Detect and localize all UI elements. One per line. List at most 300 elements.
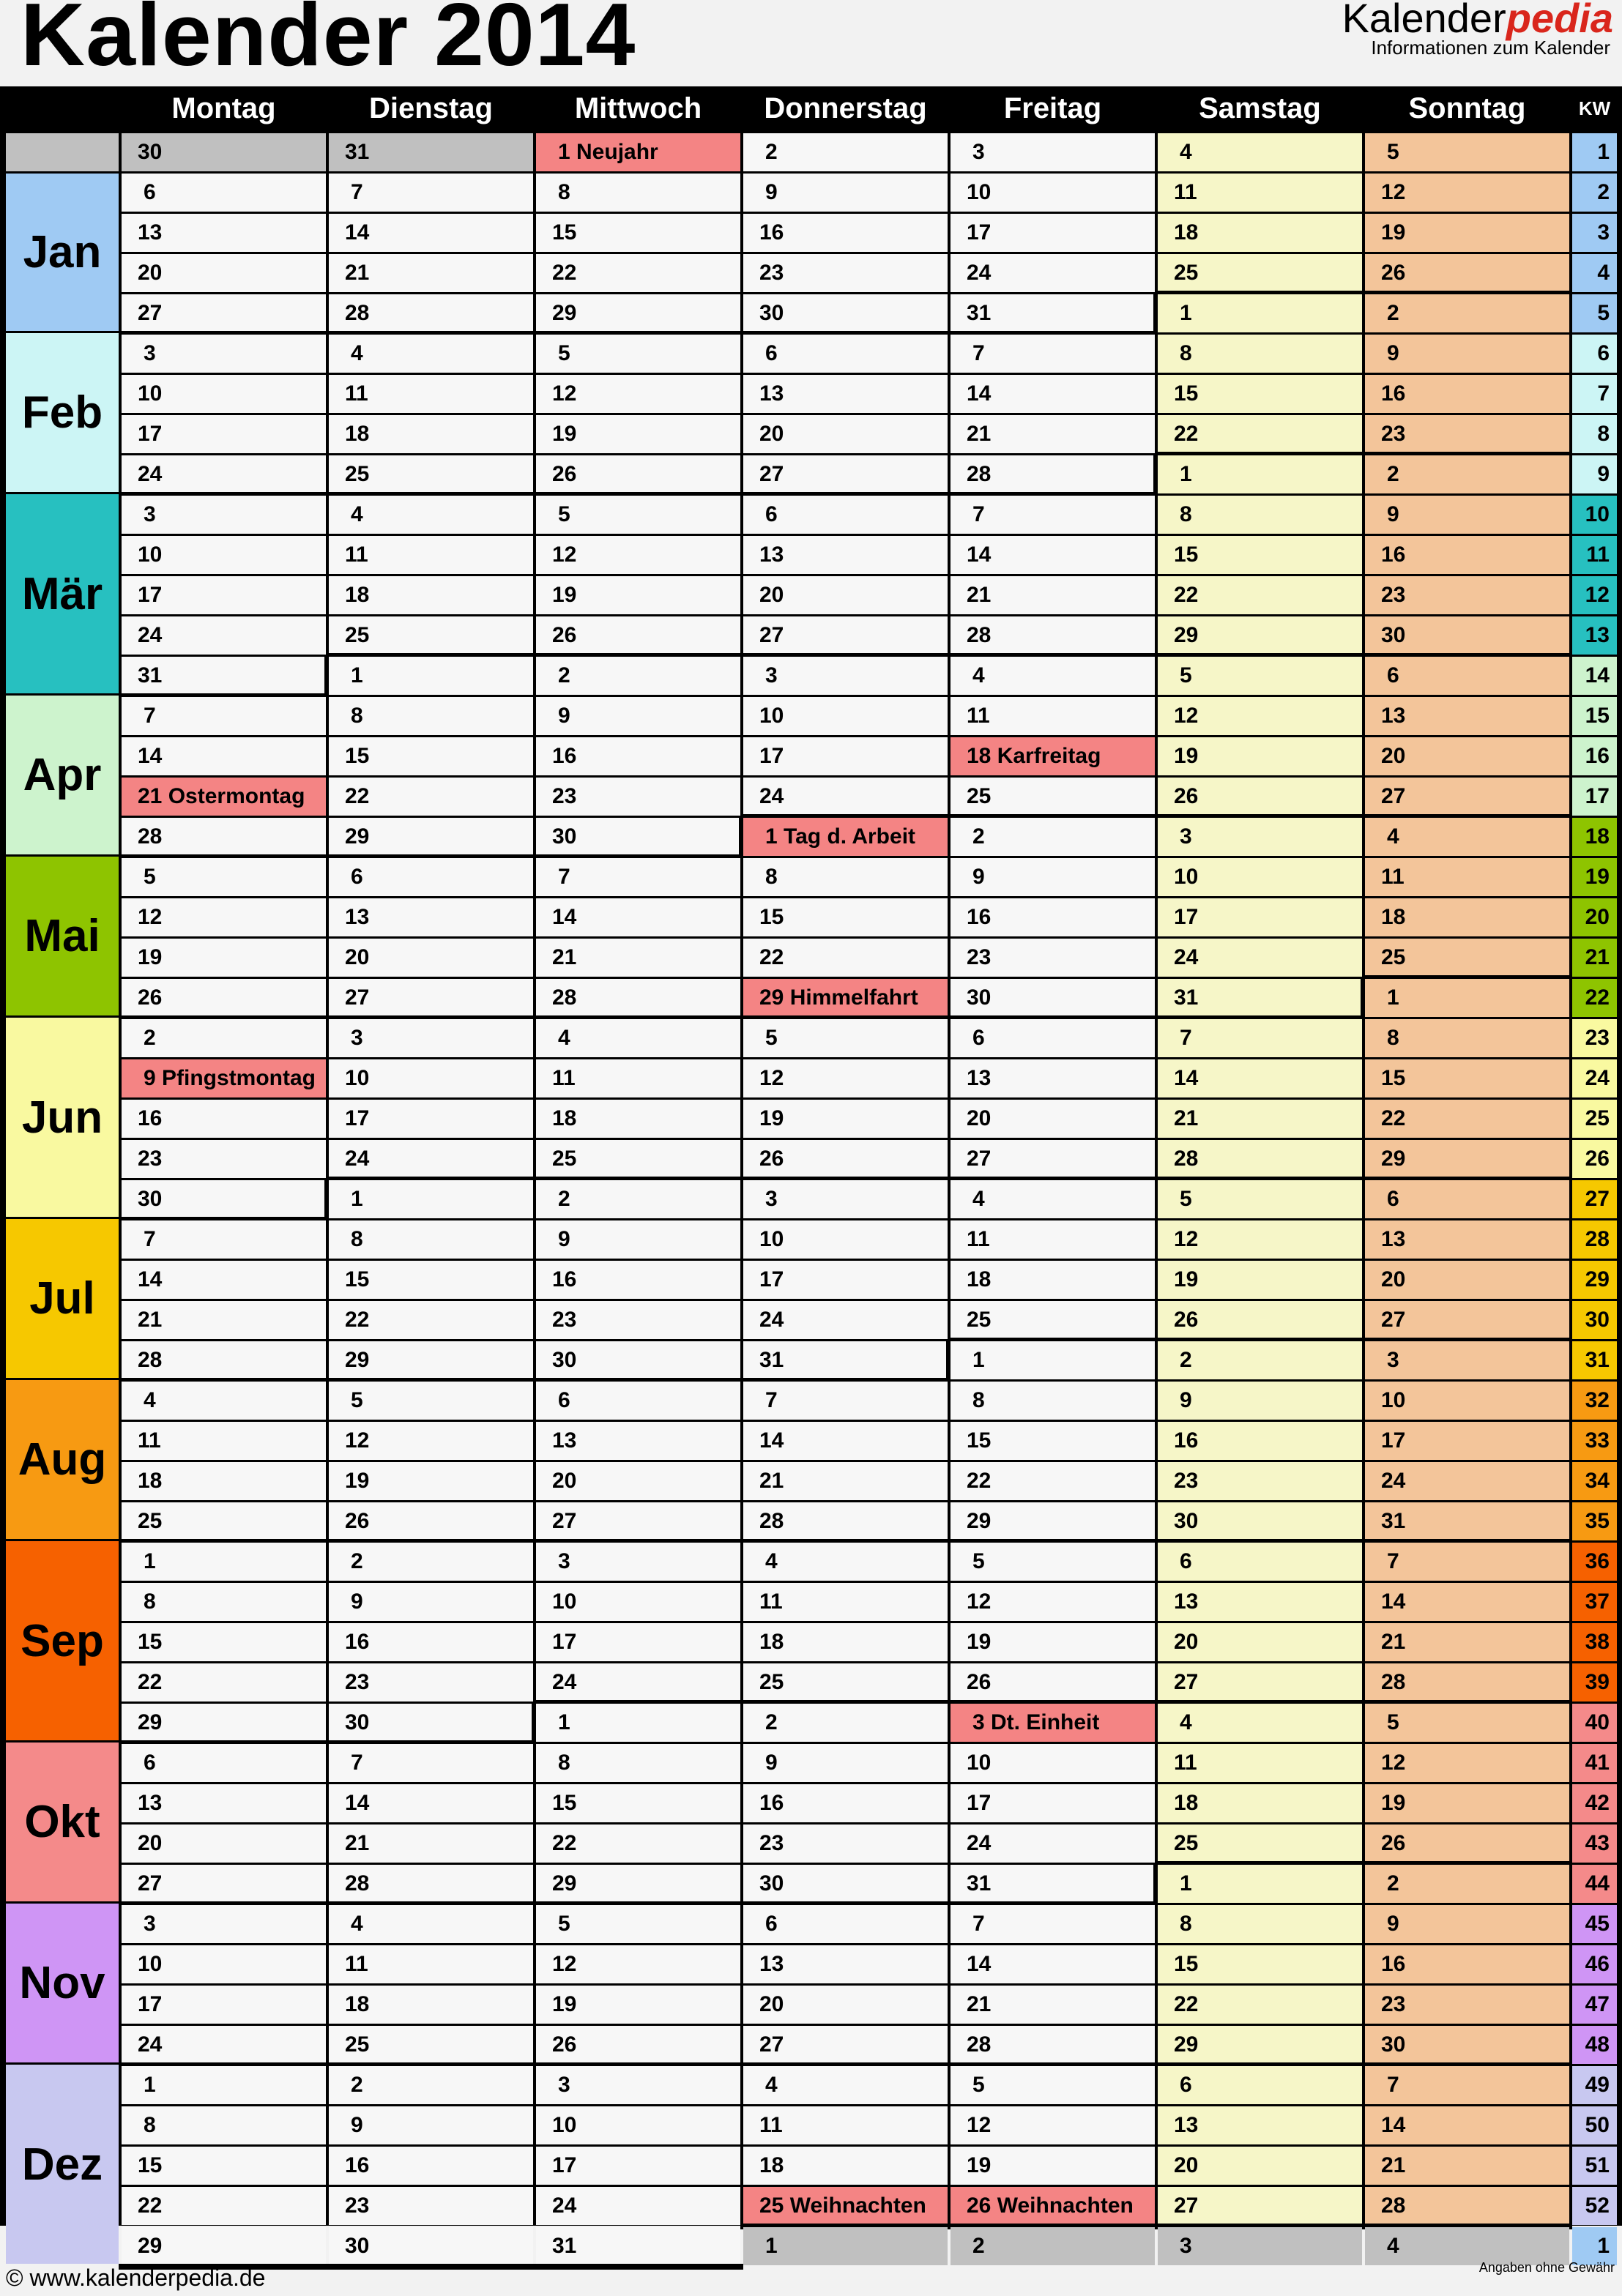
- day-cell[interactable]: 7: [122, 1220, 326, 1259]
- day-cell[interactable]: 4: [950, 1180, 1155, 1218]
- day-cell[interactable]: 6: [536, 1382, 740, 1420]
- day-cell[interactable]: 7: [536, 858, 740, 896]
- day-cell[interactable]: 21: [1365, 1623, 1569, 1661]
- day-cell[interactable]: 28: [122, 1341, 326, 1379]
- day-cell[interactable]: 21: [1158, 1100, 1362, 1138]
- day-cell[interactable]: 24: [122, 455, 326, 493]
- day-cell[interactable]: 12: [536, 1945, 740, 1983]
- day-cell[interactable]: 4: [1158, 1704, 1362, 1742]
- day-cell[interactable]: 19: [122, 939, 326, 977]
- day-cell[interactable]: 27: [743, 455, 948, 493]
- day-cell[interactable]: 26: [1365, 1824, 1569, 1863]
- day-cell[interactable]: 17: [1365, 1422, 1569, 1460]
- day-cell[interactable]: 21: [950, 1986, 1155, 2024]
- day-cell[interactable]: 20: [1158, 2147, 1362, 2185]
- day-cell[interactable]: 7: [1158, 1019, 1362, 1057]
- day-cell[interactable]: 23: [743, 254, 948, 292]
- day-cell[interactable]: 27: [743, 2026, 948, 2064]
- day-cell[interactable]: 9: [1158, 1382, 1362, 1420]
- day-cell[interactable]: 4: [1158, 133, 1362, 171]
- day-cell[interactable]: 30: [950, 979, 1155, 1017]
- day-cell[interactable]: 3: [536, 2066, 740, 2104]
- day-cell[interactable]: 4: [743, 1543, 948, 1581]
- day-cell[interactable]: 11: [536, 1059, 740, 1097]
- day-cell[interactable]: 25: [743, 1663, 948, 1702]
- day-cell[interactable]: 31: [122, 657, 326, 695]
- day-cell[interactable]: 2: [1158, 1341, 1362, 1379]
- day-cell[interactable]: 17: [743, 1261, 948, 1299]
- day-cell[interactable]: 24: [743, 1301, 948, 1339]
- day-cell[interactable]: 3: [1365, 1341, 1569, 1379]
- day-cell[interactable]: 5: [536, 335, 740, 373]
- day-cell[interactable]: 18: [743, 2147, 948, 2185]
- day-cell[interactable]: 30: [1365, 616, 1569, 655]
- day-cell[interactable]: 7: [122, 697, 326, 735]
- day-cell[interactable]: 26: [1158, 778, 1362, 816]
- day-cell[interactable]: 1: [536, 1704, 740, 1742]
- day-cell[interactable]: 13: [1158, 2106, 1362, 2144]
- day-cell[interactable]: 26: [536, 616, 740, 655]
- day-cell[interactable]: 30: [1365, 2026, 1569, 2064]
- day-cell[interactable]: 8: [1365, 1019, 1569, 1057]
- day-cell[interactable]: 14: [329, 1784, 533, 1822]
- day-cell[interactable]: 25 Weihnachten: [743, 2187, 948, 2225]
- day-cell[interactable]: 1: [122, 1543, 326, 1581]
- day-cell[interactable]: 23: [1365, 415, 1569, 453]
- day-cell[interactable]: 8: [1158, 1905, 1362, 1943]
- day-cell[interactable]: 30: [122, 133, 326, 171]
- day-cell[interactable]: 9: [536, 697, 740, 735]
- day-cell[interactable]: 26: [329, 1502, 533, 1540]
- day-cell[interactable]: 14: [1158, 1059, 1362, 1097]
- day-cell[interactable]: 5: [1158, 1180, 1362, 1218]
- day-cell[interactable]: 11: [1158, 1744, 1362, 1782]
- day-cell[interactable]: 6: [950, 1019, 1155, 1057]
- day-cell[interactable]: 8: [950, 1382, 1155, 1420]
- day-cell[interactable]: 7: [950, 1905, 1155, 1943]
- day-cell[interactable]: 4: [329, 1905, 533, 1943]
- day-cell[interactable]: 31: [950, 1865, 1155, 1903]
- day-cell[interactable]: 25: [329, 2026, 533, 2064]
- day-cell[interactable]: 29: [1158, 2026, 1362, 2064]
- day-cell[interactable]: 9: [743, 1744, 948, 1782]
- day-cell[interactable]: 24: [122, 2026, 326, 2064]
- day-cell[interactable]: 9: [1365, 496, 1569, 534]
- day-cell[interactable]: 29 Himmelfahrt: [743, 979, 948, 1017]
- day-cell[interactable]: 2: [1365, 455, 1569, 493]
- day-cell[interactable]: 23: [1158, 1462, 1362, 1500]
- day-cell[interactable]: 30: [329, 1704, 533, 1742]
- day-cell[interactable]: 4: [950, 657, 1155, 695]
- day-cell[interactable]: 3: [1158, 818, 1362, 856]
- day-cell[interactable]: 9: [1365, 335, 1569, 373]
- day-cell[interactable]: 24: [122, 616, 326, 655]
- day-cell[interactable]: 28: [1365, 1663, 1569, 1702]
- day-cell[interactable]: 10: [122, 1945, 326, 1983]
- day-cell[interactable]: 10: [536, 2106, 740, 2144]
- day-cell[interactable]: 24: [536, 1663, 740, 1702]
- day-cell[interactable]: 14: [536, 898, 740, 936]
- day-cell[interactable]: 27: [329, 979, 533, 1017]
- day-cell[interactable]: 31: [950, 294, 1155, 332]
- day-cell[interactable]: 20: [1158, 1623, 1362, 1661]
- day-cell[interactable]: 3: [536, 1543, 740, 1581]
- day-cell[interactable]: 16: [1365, 1945, 1569, 1983]
- day-cell[interactable]: 10: [536, 1583, 740, 1621]
- day-cell[interactable]: 13: [536, 1422, 740, 1460]
- day-cell[interactable]: 22: [329, 1301, 533, 1339]
- day-cell[interactable]: 23: [1365, 1986, 1569, 2024]
- day-cell[interactable]: 4: [122, 1382, 326, 1420]
- day-cell[interactable]: 26: [950, 1663, 1155, 1702]
- day-cell[interactable]: 14: [950, 1945, 1155, 1983]
- day-cell[interactable]: 24: [329, 1140, 533, 1178]
- day-cell[interactable]: 31: [1365, 1502, 1569, 1540]
- day-cell[interactable]: 28: [743, 1502, 948, 1540]
- day-cell[interactable]: 9: [743, 174, 948, 212]
- day-cell[interactable]: 10: [950, 174, 1155, 212]
- day-cell[interactable]: 8: [1158, 496, 1362, 534]
- day-cell[interactable]: 5: [950, 1543, 1155, 1581]
- day-cell[interactable]: 30: [1158, 1502, 1362, 1540]
- day-cell[interactable]: 12: [950, 2106, 1155, 2144]
- day-cell[interactable]: 3: [122, 1905, 326, 1943]
- day-cell[interactable]: 5: [329, 1382, 533, 1420]
- day-cell[interactable]: 21: [122, 1301, 326, 1339]
- day-cell[interactable]: 2: [536, 1180, 740, 1218]
- day-cell[interactable]: 10: [1365, 1382, 1569, 1420]
- day-cell[interactable]: 29: [1365, 1140, 1569, 1178]
- day-cell[interactable]: 18: [536, 1100, 740, 1138]
- day-cell[interactable]: 25: [950, 778, 1155, 816]
- day-cell[interactable]: 5: [743, 1019, 948, 1057]
- day-cell[interactable]: 9: [329, 1583, 533, 1621]
- day-cell[interactable]: 10: [329, 1059, 533, 1097]
- day-cell[interactable]: 3: [329, 1019, 533, 1057]
- day-cell[interactable]: 20: [950, 1100, 1155, 1138]
- day-cell[interactable]: 18: [950, 1261, 1155, 1299]
- day-cell[interactable]: 25: [536, 1140, 740, 1178]
- day-cell[interactable]: 19: [536, 1986, 740, 2024]
- day-cell[interactable]: 21 Ostermontag: [122, 778, 326, 816]
- day-cell[interactable]: 7: [950, 335, 1155, 373]
- day-cell[interactable]: 6: [1365, 1180, 1569, 1218]
- day-cell[interactable]: 29: [950, 1502, 1155, 1540]
- day-cell[interactable]: 27: [536, 1502, 740, 1540]
- day-cell[interactable]: 26: [1158, 1301, 1362, 1339]
- day-cell[interactable]: 15: [950, 1422, 1155, 1460]
- day-cell[interactable]: 14: [950, 375, 1155, 413]
- day-cell[interactable]: 28: [536, 979, 740, 1017]
- day-cell[interactable]: 2: [1365, 1865, 1569, 1903]
- day-cell[interactable]: 5: [536, 1905, 740, 1943]
- day-cell[interactable]: 6: [122, 1744, 326, 1782]
- day-cell[interactable]: 14: [122, 1261, 326, 1299]
- day-cell[interactable]: 1: [329, 657, 533, 695]
- day-cell[interactable]: 16: [950, 898, 1155, 936]
- day-cell[interactable]: 6: [1365, 657, 1569, 695]
- day-cell[interactable]: 1: [743, 2227, 948, 2265]
- day-cell[interactable]: 2: [329, 2066, 533, 2104]
- day-cell[interactable]: 10: [743, 697, 948, 735]
- day-cell[interactable]: 17: [1158, 898, 1362, 936]
- day-cell[interactable]: 19: [329, 1462, 533, 1500]
- day-cell[interactable]: 13: [329, 898, 533, 936]
- day-cell[interactable]: 28: [950, 2026, 1155, 2064]
- day-cell[interactable]: 5: [536, 496, 740, 534]
- day-cell[interactable]: 17: [950, 214, 1155, 252]
- day-cell[interactable]: 9: [1365, 1905, 1569, 1943]
- day-cell[interactable]: 23: [536, 1301, 740, 1339]
- day-cell[interactable]: 30: [743, 294, 948, 332]
- day-cell[interactable]: 15: [122, 2147, 326, 2185]
- day-cell[interactable]: 13: [122, 214, 326, 252]
- day-cell[interactable]: 21: [536, 939, 740, 977]
- day-cell[interactable]: 21: [950, 576, 1155, 614]
- day-cell[interactable]: 23: [1365, 576, 1569, 614]
- day-cell[interactable]: 11: [329, 375, 533, 413]
- day-cell[interactable]: 26 Weihnachten: [950, 2187, 1155, 2225]
- day-cell[interactable]: 19: [536, 415, 740, 453]
- day-cell[interactable]: 12: [743, 1059, 948, 1097]
- day-cell[interactable]: 24: [536, 2187, 740, 2225]
- day-cell[interactable]: 27: [122, 1865, 326, 1903]
- day-cell[interactable]: 29: [1158, 616, 1362, 655]
- day-cell[interactable]: 22: [950, 1462, 1155, 1500]
- day-cell[interactable]: 10: [122, 375, 326, 413]
- day-cell[interactable]: 28: [950, 616, 1155, 655]
- day-cell[interactable]: 2: [950, 818, 1155, 856]
- day-cell[interactable]: 17: [122, 1986, 326, 2024]
- day-cell[interactable]: 28: [1158, 1140, 1362, 1178]
- day-cell[interactable]: 15: [1365, 1059, 1569, 1097]
- day-cell[interactable]: 5: [122, 858, 326, 896]
- day-cell[interactable]: 13: [743, 1945, 948, 1983]
- day-cell[interactable]: 20: [536, 1462, 740, 1500]
- day-cell[interactable]: 25: [1158, 254, 1362, 292]
- day-cell[interactable]: 15: [329, 1261, 533, 1299]
- day-cell[interactable]: 22: [122, 1663, 326, 1702]
- day-cell[interactable]: 8: [122, 2106, 326, 2144]
- day-cell[interactable]: 15: [1158, 536, 1362, 574]
- day-cell[interactable]: 7: [743, 1382, 948, 1420]
- day-cell[interactable]: 20: [743, 415, 948, 453]
- day-cell[interactable]: 11: [950, 697, 1155, 735]
- day-cell[interactable]: 17: [122, 576, 326, 614]
- day-cell[interactable]: 1: [950, 1341, 1155, 1379]
- day-cell[interactable]: 8: [743, 858, 948, 896]
- day-cell[interactable]: 3: [743, 657, 948, 695]
- day-cell[interactable]: 12: [122, 898, 326, 936]
- day-cell[interactable]: 12: [536, 536, 740, 574]
- day-cell[interactable]: 14: [1365, 1583, 1569, 1621]
- day-cell[interactable]: 19: [1365, 1784, 1569, 1822]
- day-cell[interactable]: 16: [536, 1261, 740, 1299]
- day-cell[interactable]: 23: [329, 1663, 533, 1702]
- day-cell[interactable]: 18: [329, 1986, 533, 2024]
- day-cell[interactable]: 27: [122, 294, 326, 332]
- day-cell[interactable]: 19: [1158, 737, 1362, 775]
- day-cell[interactable]: 22: [1365, 1100, 1569, 1138]
- day-cell[interactable]: 20: [329, 939, 533, 977]
- day-cell[interactable]: 22: [1158, 415, 1362, 453]
- day-cell[interactable]: 11: [1365, 858, 1569, 896]
- day-cell[interactable]: 23: [122, 1140, 326, 1178]
- day-cell[interactable]: 15: [1158, 375, 1362, 413]
- day-cell[interactable]: 5: [950, 2066, 1155, 2104]
- day-cell[interactable]: 25: [329, 616, 533, 655]
- day-cell[interactable]: 2: [122, 1019, 326, 1057]
- day-cell[interactable]: 6: [329, 858, 533, 896]
- day-cell[interactable]: 8: [122, 1583, 326, 1621]
- day-cell[interactable]: 30: [743, 1865, 948, 1903]
- day-cell[interactable]: 17: [536, 1623, 740, 1661]
- day-cell[interactable]: 25: [1158, 1824, 1362, 1863]
- day-cell[interactable]: 4: [329, 335, 533, 373]
- day-cell[interactable]: 21: [329, 1824, 533, 1863]
- day-cell[interactable]: 25: [122, 1502, 326, 1540]
- day-cell[interactable]: 28: [329, 1865, 533, 1903]
- day-cell[interactable]: 19: [950, 1623, 1155, 1661]
- day-cell[interactable]: 18: [1365, 898, 1569, 936]
- day-cell[interactable]: 19: [1365, 214, 1569, 252]
- day-cell[interactable]: 22: [536, 254, 740, 292]
- day-cell[interactable]: 21: [743, 1462, 948, 1500]
- day-cell[interactable]: 16: [329, 2147, 533, 2185]
- day-cell[interactable]: 14: [743, 1422, 948, 1460]
- day-cell[interactable]: 22: [1158, 1986, 1362, 2024]
- day-cell[interactable]: 29: [536, 294, 740, 332]
- day-cell[interactable]: 24: [950, 1824, 1155, 1863]
- day-cell[interactable]: 30: [122, 1180, 326, 1218]
- day-cell[interactable]: 1 Tag d. Arbeit: [743, 818, 948, 856]
- day-cell[interactable]: 24: [1158, 939, 1362, 977]
- day-cell[interactable]: 6: [122, 174, 326, 212]
- day-cell[interactable]: 6: [743, 496, 948, 534]
- day-cell[interactable]: 11: [329, 1945, 533, 1983]
- day-cell[interactable]: 1: [1158, 294, 1362, 332]
- day-cell[interactable]: 11: [743, 1583, 948, 1621]
- day-cell[interactable]: 22: [743, 939, 948, 977]
- day-cell[interactable]: 12: [1158, 1220, 1362, 1259]
- day-cell[interactable]: 9: [536, 1220, 740, 1259]
- day-cell[interactable]: 22: [536, 1824, 740, 1863]
- day-cell[interactable]: 7: [329, 174, 533, 212]
- day-cell[interactable]: 20: [122, 254, 326, 292]
- day-cell[interactable]: 18: [743, 1623, 948, 1661]
- day-cell[interactable]: 18: [1158, 1784, 1362, 1822]
- day-cell[interactable]: 17: [536, 2147, 740, 2185]
- day-cell[interactable]: 26: [1365, 254, 1569, 292]
- day-cell[interactable]: 22: [329, 778, 533, 816]
- day-cell[interactable]: 27: [1158, 1663, 1362, 1702]
- day-cell[interactable]: 25: [1365, 939, 1569, 977]
- day-cell[interactable]: 2: [950, 2227, 1155, 2265]
- day-cell[interactable]: 21: [329, 254, 533, 292]
- day-cell[interactable]: 14: [122, 737, 326, 775]
- day-cell[interactable]: 4: [536, 1019, 740, 1057]
- day-cell[interactable]: 17: [950, 1784, 1155, 1822]
- day-cell[interactable]: 13: [1365, 1220, 1569, 1259]
- day-cell[interactable]: 24: [743, 778, 948, 816]
- day-cell[interactable]: 11: [950, 1220, 1155, 1259]
- day-cell[interactable]: 6: [743, 335, 948, 373]
- day-cell[interactable]: 19: [950, 2147, 1155, 2185]
- day-cell[interactable]: 27: [743, 616, 948, 655]
- day-cell[interactable]: 13: [1365, 697, 1569, 735]
- day-cell[interactable]: 12: [1158, 697, 1362, 735]
- day-cell[interactable]: 23: [536, 778, 740, 816]
- day-cell[interactable]: 4: [329, 496, 533, 534]
- day-cell[interactable]: 14: [329, 214, 533, 252]
- day-cell[interactable]: 18: [1158, 214, 1362, 252]
- day-cell[interactable]: 13: [950, 1059, 1155, 1097]
- day-cell[interactable]: 28: [950, 455, 1155, 493]
- day-cell[interactable]: 18 Karfreitag: [950, 737, 1155, 775]
- day-cell[interactable]: 27: [1365, 778, 1569, 816]
- day-cell[interactable]: 5: [1365, 133, 1569, 171]
- day-cell[interactable]: 12: [329, 1422, 533, 1460]
- day-cell[interactable]: 31: [743, 1341, 948, 1379]
- day-cell[interactable]: 26: [536, 2026, 740, 2064]
- day-cell[interactable]: 22: [1158, 576, 1362, 614]
- day-cell[interactable]: 4: [743, 2066, 948, 2104]
- day-cell[interactable]: 16: [743, 1784, 948, 1822]
- day-cell[interactable]: 23: [743, 1824, 948, 1863]
- day-cell[interactable]: 31: [329, 133, 533, 171]
- day-cell[interactable]: 30: [329, 2227, 533, 2265]
- day-cell[interactable]: 8: [536, 1744, 740, 1782]
- day-cell[interactable]: 6: [1158, 2066, 1362, 2104]
- day-cell[interactable]: 29: [122, 2227, 326, 2265]
- day-cell[interactable]: 15: [122, 1623, 326, 1661]
- day-cell[interactable]: 10: [743, 1220, 948, 1259]
- day-cell[interactable]: 8: [329, 697, 533, 735]
- day-cell[interactable]: 31: [536, 2227, 740, 2265]
- day-cell[interactable]: 2: [1365, 294, 1569, 332]
- day-cell[interactable]: 1: [1158, 455, 1362, 493]
- day-cell[interactable]: 2: [329, 1543, 533, 1581]
- day-cell[interactable]: 4: [1365, 2227, 1569, 2265]
- day-cell[interactable]: 27: [1365, 1301, 1569, 1339]
- day-cell[interactable]: 8: [1158, 335, 1362, 373]
- day-cell[interactable]: 24: [1365, 1462, 1569, 1500]
- day-cell[interactable]: 10: [122, 536, 326, 574]
- day-cell[interactable]: 11: [1158, 174, 1362, 212]
- day-cell[interactable]: 22: [122, 2187, 326, 2225]
- day-cell[interactable]: 14: [950, 536, 1155, 574]
- day-cell[interactable]: 1: [329, 1180, 533, 1218]
- day-cell[interactable]: 18: [122, 1462, 326, 1500]
- day-cell[interactable]: 18: [329, 576, 533, 614]
- day-cell[interactable]: 3 Dt. Einheit: [950, 1704, 1155, 1742]
- day-cell[interactable]: 17: [743, 737, 948, 775]
- day-cell[interactable]: 13: [743, 375, 948, 413]
- day-cell[interactable]: 16: [536, 737, 740, 775]
- day-cell[interactable]: 3: [122, 335, 326, 373]
- day-cell[interactable]: 20: [743, 576, 948, 614]
- day-cell[interactable]: 17: [329, 1100, 533, 1138]
- day-cell[interactable]: 15: [536, 214, 740, 252]
- day-cell[interactable]: 11: [743, 2106, 948, 2144]
- day-cell[interactable]: 15: [329, 737, 533, 775]
- day-cell[interactable]: 9: [329, 2106, 533, 2144]
- day-cell[interactable]: 15: [536, 1784, 740, 1822]
- day-cell[interactable]: 9: [950, 858, 1155, 896]
- day-cell[interactable]: 21: [950, 415, 1155, 453]
- day-cell[interactable]: 13: [122, 1784, 326, 1822]
- day-cell[interactable]: 10: [950, 1744, 1155, 1782]
